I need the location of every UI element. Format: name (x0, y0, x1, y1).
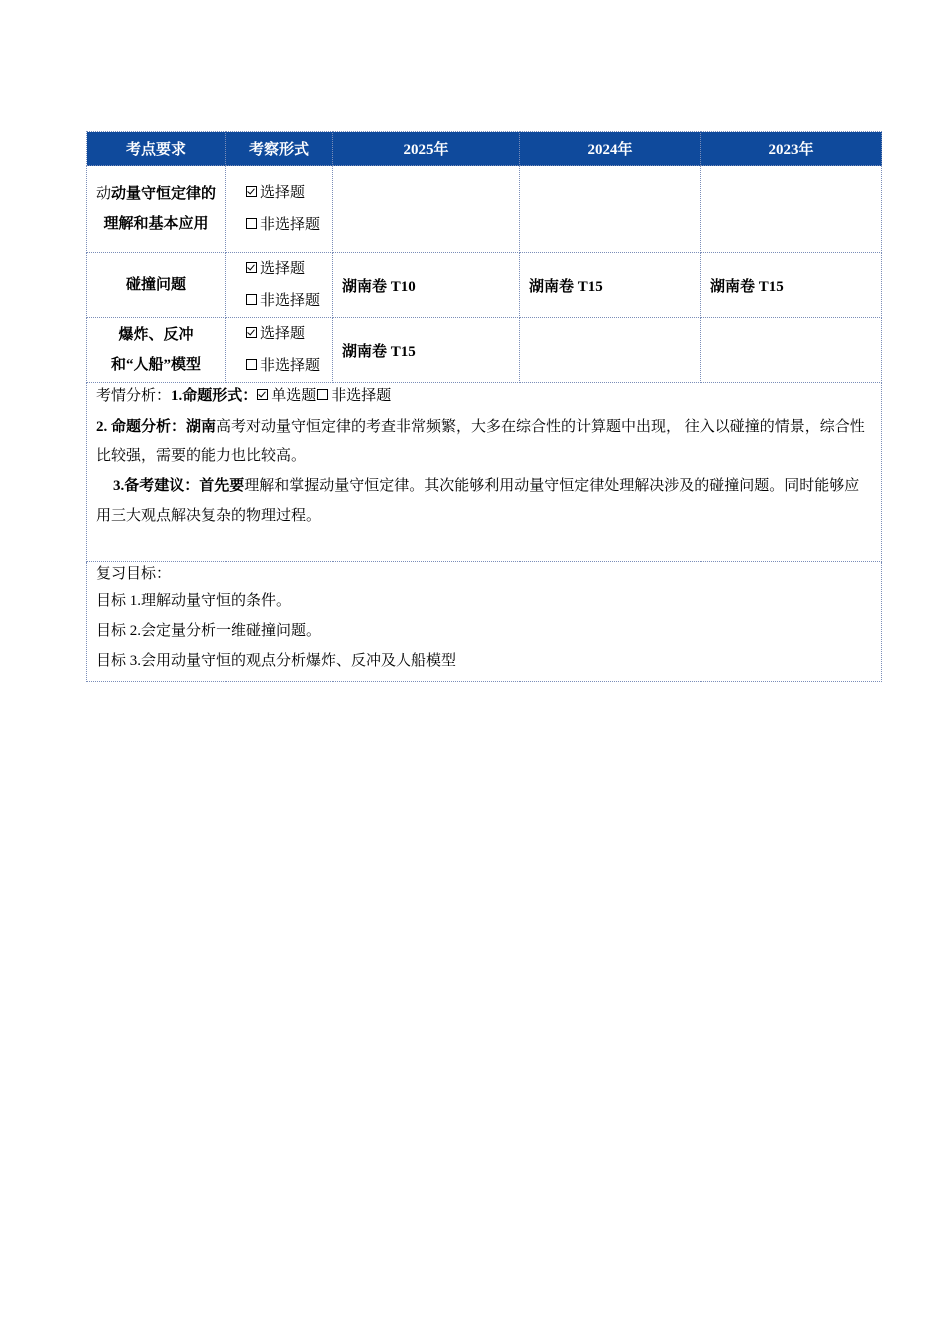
exam-2025-cell: 湖南卷 T15 (333, 318, 520, 383)
form-unchecked-label: 非选择题 (260, 217, 321, 233)
checkbox-empty-icon (246, 359, 257, 370)
exam-2025-cell (333, 166, 520, 253)
exam-2023-cell (701, 166, 882, 253)
analysis-form-checked: 单选题 (271, 388, 317, 404)
checkbox-checked-icon (246, 186, 257, 197)
analysis-p2-label: 2. 命题分析： (96, 419, 187, 435)
form-checked-label: 选择题 (260, 261, 306, 277)
exam-2023-cell: 湖南卷 T15 (701, 253, 882, 318)
form-cell (226, 166, 333, 253)
topic-cell (87, 253, 226, 318)
table-header-row (87, 132, 882, 166)
checkbox-empty-icon (317, 389, 328, 400)
topic-label: 爆炸、反冲和“人船”模型 (110, 327, 201, 373)
checkbox-checked-icon (246, 327, 257, 338)
exam-2024-cell: 湖南卷 T15 (520, 253, 701, 318)
topic-cell (87, 318, 226, 383)
checkbox-checked-icon (246, 262, 257, 273)
analysis-p2-bold: 湖南 (186, 419, 217, 435)
exam-2025-cell: 湖南卷 T10 (333, 253, 520, 318)
analysis-form-line (96, 383, 872, 409)
table-row (87, 318, 882, 383)
review-goal-item: 目标 3.会用动量守恒的观点分析爆炸、反冲及人船模型 (96, 653, 457, 669)
exam-analysis-table (86, 131, 882, 682)
checkbox-checked-icon (257, 389, 268, 400)
analysis-cell (87, 383, 882, 562)
topic-label: 动量守恒定律的理解和基本应用 (103, 186, 217, 232)
review-cell (87, 562, 882, 682)
topic-cell (87, 166, 226, 253)
analysis-p3-label: 3.备考建议： (113, 478, 200, 494)
form-cell (226, 318, 333, 383)
review-row (87, 562, 882, 682)
analysis-label: 考情分析： (96, 388, 172, 404)
topic-label: 碰撞问题 (125, 277, 186, 293)
form-unchecked-label: 非选择题 (260, 358, 321, 374)
review-title: 复习目标： (96, 566, 172, 582)
table-row (87, 166, 882, 253)
checkbox-empty-icon (246, 218, 257, 229)
analysis-form-label: 1.命题形式： (171, 388, 258, 404)
header-2025: 2025年 (333, 132, 520, 166)
exam-2024-cell (520, 166, 701, 253)
topic-prefix: 动 (95, 186, 111, 202)
checkbox-empty-icon (246, 294, 257, 305)
header-form: 考察形式 (226, 132, 333, 166)
exam-2024-cell (520, 318, 701, 383)
analysis-form-unchecked: 非选择题 (331, 388, 392, 404)
header-2023: 2023年 (701, 132, 882, 166)
analysis-p3-bold: 首先要 (199, 478, 245, 494)
analysis-p2-text: 高考对动量守恒定律的考查非常频繁，大多在综合性的计算题中出现， 往入以碰撞的情景，综合性比较强，需要的能力也比较高。 (96, 419, 865, 464)
analysis-paragraph-2 (96, 413, 872, 471)
review-goal-item: 目标 2.会定量分析一维碰撞问题。 (96, 623, 322, 639)
form-checked-label: 选择题 (260, 326, 306, 342)
form-cell (226, 253, 333, 318)
review-goal-item: 目标 1.理解动量守恒的条件。 (96, 593, 292, 609)
form-unchecked-label: 非选择题 (260, 293, 321, 309)
analysis-p3-text: 理解和掌握动量守恒定律。其次能够利用动量守恒定律处理解决涉及的碰撞问题。同时能够应用三大观点解决复杂的物理过程。 (96, 478, 860, 524)
exam-2023-cell (701, 318, 882, 383)
header-2024: 2024年 (520, 132, 701, 166)
table-row (87, 253, 882, 318)
analysis-row (87, 383, 882, 562)
header-topic: 考点要求 (87, 132, 226, 166)
form-checked-label: 选择题 (260, 185, 306, 201)
analysis-paragraph-3 (96, 471, 872, 531)
